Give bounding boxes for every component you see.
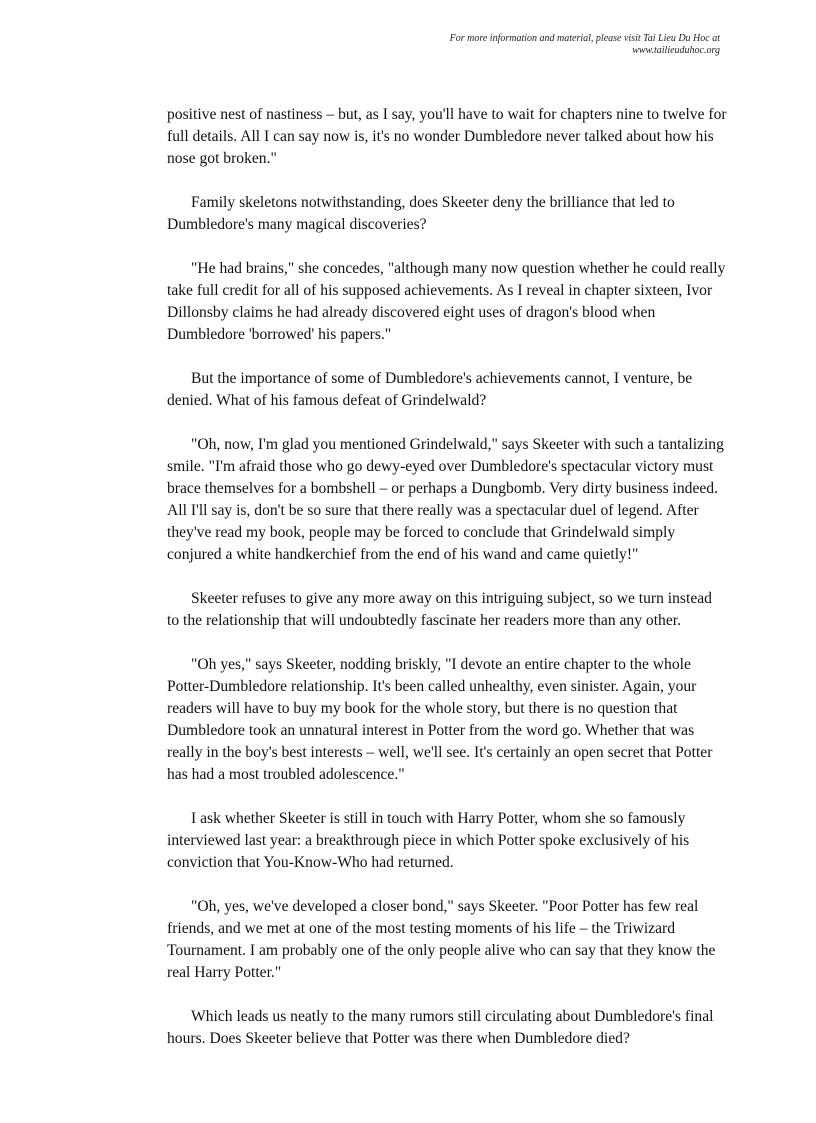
paragraph: positive nest of nastiness – but, as I say, you'll have to wait for chapters nine to twelve for full details. All I can say now is, it's no wonder Dumbledore never talked about how his nose got broken." bbox=[167, 106, 727, 167]
header-line-1: For more information and material, please visit Tai Lieu Du Hoc at bbox=[449, 33, 720, 44]
paragraph: "Oh, yes, we've developed a closer bond," says Skeeter. "Poor Potter has few real friends, and we met at one of the most testing moments of his life – the Triwizard Tournament. I am probably one of the only people alive who can say that they know the real Harry Potter." bbox=[167, 898, 716, 981]
paragraph: "Oh yes," says Skeeter, nodding briskly, "I devote an entire chapter to the whole Potter-Dumbledore relationship. It's been called unhealthy, even sinister. Again, your readers will have to buy my book for the whole story, but there is no question that Dumbledore took an unnatural interest in Potter from the word go. Whether that was really in the boy's best interests – well, we'll see. It's certainly an open secret that Potter has had a most troubled adolescence." bbox=[167, 656, 713, 783]
paragraph: Family skeletons notwithstanding, does Skeeter deny the brilliance that led to Dumbledore's many magical discoveries? bbox=[167, 194, 675, 233]
paragraph: Skeeter refuses to give any more away on this intriguing subject, so we turn instead to the relationship that will undoubtedly fascinate her readers more than any other. bbox=[167, 590, 712, 629]
paragraph: Which leads us neatly to the many rumors still circulating about Dumbledore's final hours. Does Skeeter believe that Potter was there when Dumbledore died? bbox=[167, 1008, 714, 1047]
paragraph: "Oh, now, I'm glad you mentioned Grindelwald," says Skeeter with such a tantalizing smile. "I'm afraid those who go dewy-eyed over Dumbledore's spectacular victory must brace themselves for a bombshell – or perhaps a Dungbomb. Very dirty business indeed. All I'll say is, don't be so sure that there really was a spectacular duel of legend. After they've read my book, people may be forced to conclude that Grindelwald simply conjured a white handkerchief from the end of his wand and came quietly!" bbox=[167, 436, 724, 563]
paragraph: But the importance of some of Dumbledore's achievements cannot, I venture, be denied. What of his famous defeat of Grindelwald? bbox=[167, 370, 693, 409]
paragraph: "He had brains," she concedes, "although many now question whether he could really take full credit for all of his supposed achievements. As I reveal in chapter sixteen, Ivor Dillonsby claims he had already discovered eight uses of dragon's blood when Dumbledore 'borrowed' his papers." bbox=[167, 260, 726, 343]
page-header bbox=[450, 33, 720, 57]
paragraph: I ask whether Skeeter is still in touch with Harry Potter, whom she so famously interviewed last year: a breakthrough piece in which Potter spoke exclusively of his conviction that You-Know-Who had returned. bbox=[167, 810, 690, 871]
article-body bbox=[167, 104, 727, 1072]
header-website-link[interactable]: www.tailieuduhoc.org bbox=[632, 45, 720, 56]
